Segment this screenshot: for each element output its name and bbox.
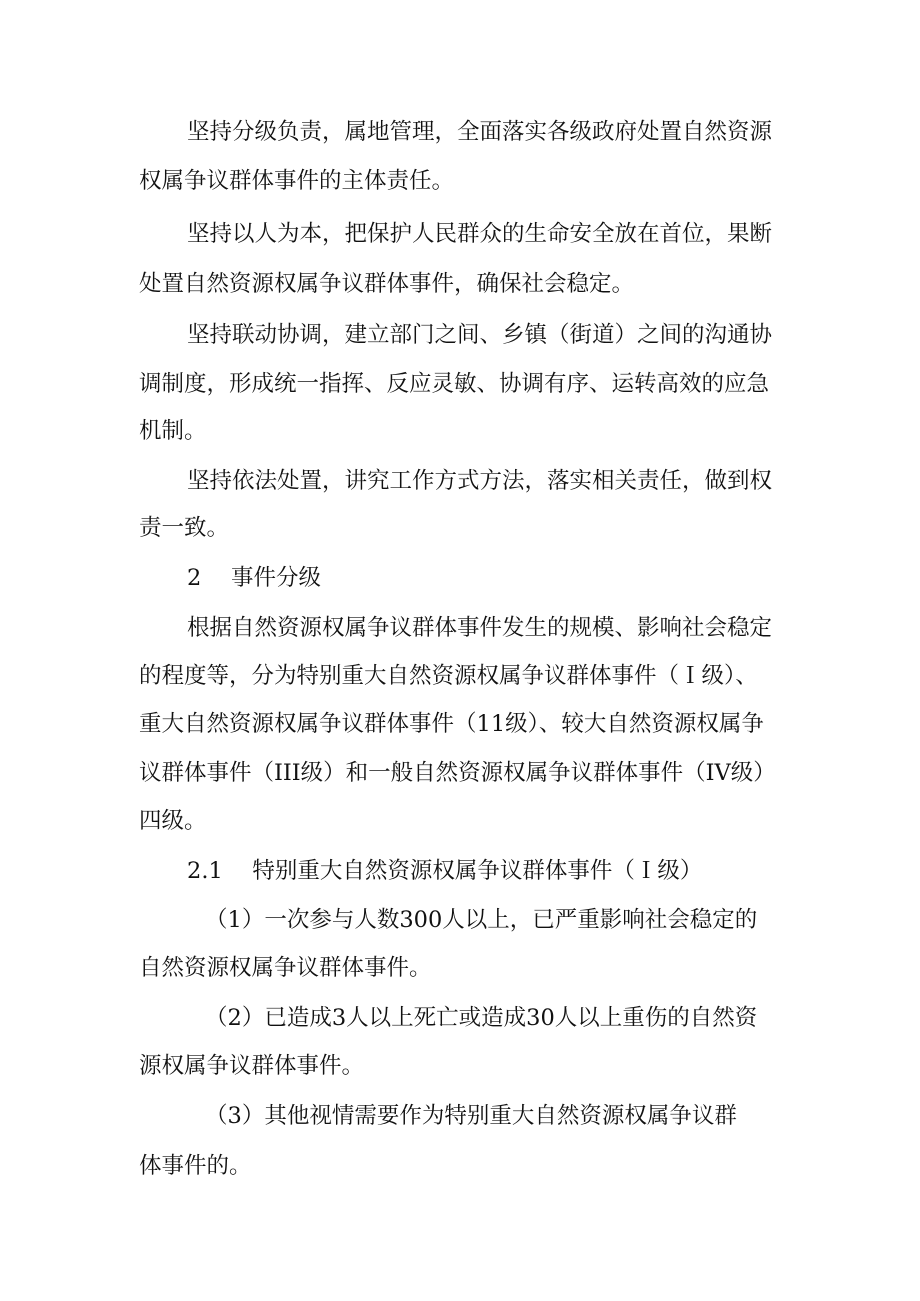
paragraph-line: 调制度，形成统一指挥、反应灵敏、协调有序、运转高效的应急 <box>139 371 770 397</box>
paragraph-line: 根据自然资源权属争议群体事件发生的规模、影响社会稳定 <box>187 615 773 641</box>
list-item-line: （2）已造成3人以上死亡或造成30人以上重伤的自然资 <box>205 1005 758 1031</box>
paragraph-line: 坚持依法处置，讲究工作方式方法，落实相关责任，做到权 <box>187 468 773 494</box>
paragraph-line: 机制。 <box>139 418 207 444</box>
paragraph-line: 权属争议群体事件的主体责任。 <box>139 168 455 194</box>
list-item-line: 源权属争议群体事件。 <box>139 1053 365 1079</box>
subsection-heading: 2.1 特别重大自然资源权属争议群体事件（Ｉ级） <box>187 858 703 884</box>
list-item-line: （1）一次参与人数300人以上，已严重影响社会稳定的 <box>205 907 758 933</box>
paragraph-line: 坚持联动协调，建立部门之间、乡镇（街道）之间的沟通协 <box>187 322 773 348</box>
paragraph-line: 坚持分级负责，属地管理，全面落实各级政府处置自然资源 <box>187 119 773 145</box>
paragraph-line: 议群体事件（III级）和一般自然资源权属争议群体事件（IV级） <box>139 760 776 786</box>
paragraph-line: 的程度等，分为特别重大自然资源权属争议群体事件（Ｉ级）、 <box>139 663 758 689</box>
paragraph-line: 处置自然资源权属争议群体事件，确保社会稳定。 <box>139 271 635 297</box>
list-item-line: （3）其他视情需要作为特别重大自然资源权属争议群 <box>205 1103 737 1129</box>
paragraph-line: 责一致。 <box>139 515 230 541</box>
list-item-line: 体事件的。 <box>139 1153 252 1179</box>
paragraph-line: 四级。 <box>139 808 207 834</box>
paragraph-line: 坚持以人为本，把保护人民群众的生命安全放在首位，果断 <box>187 221 773 247</box>
section-heading: 2 事件分级 <box>187 565 321 591</box>
list-item-line: 自然资源权属争议群体事件。 <box>139 955 432 981</box>
paragraph-line: 重大自然资源权属争议群体事件（11级）、较大自然资源权属争 <box>139 711 764 737</box>
